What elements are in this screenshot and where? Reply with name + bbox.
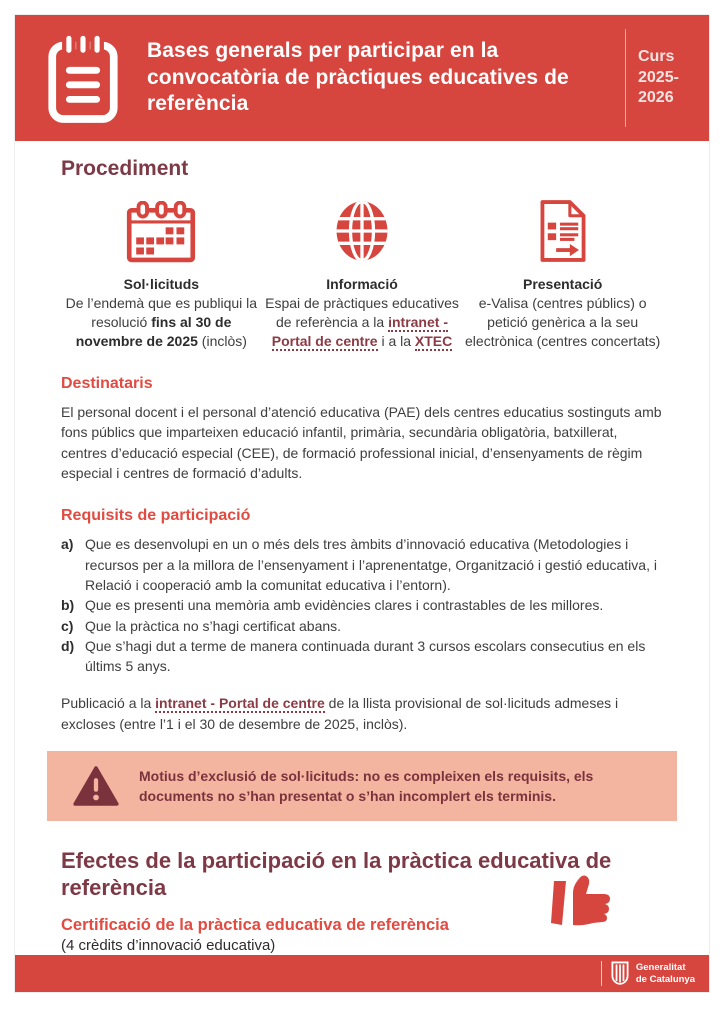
certificacio-detail: (4 crèdits d’innovació educativa) (61, 936, 276, 954)
column-sollicituds (61, 199, 262, 351)
deadline-text: fins al 30 de novembre de 2025 (75, 314, 232, 350)
xtec-link[interactable]: XTEC (414, 333, 453, 350)
procediment-columns (61, 199, 663, 351)
logo-separator (601, 961, 602, 986)
sollicituds-caption: Sol·licituds De l’endemà que es publiqui la resolució fins al 30 de novembre de 2025 (inclòs) (61, 275, 262, 351)
efectes-heading: Efectes de la participació en la pràctica educativa de referència (61, 847, 612, 901)
main-content (15, 141, 709, 954)
destinataris-text: El personal docent i el personal d’atenció educativa (PAE) dels centres educatius sostinguts amb fons públics que imparteixen educació infantil, primària, secundària obligatòria, batxillerat, centres d’educació especial (CEE), de formació professional inicial, d’ensenyaments de règim especial i centres de formació d’adults. (61, 404, 662, 482)
thumbs-up-icon (549, 867, 615, 929)
presentacio-caption: Presentació e-Valisa (centres públics) o petició genèrica a la seu electrònica (centres concertats) (462, 275, 663, 351)
gencat-logo-text: Generalitat de Catalunya (635, 962, 695, 985)
destinataris-heading: Destinataris (61, 375, 153, 393)
calendar-icon (125, 199, 197, 263)
certificacio-heading: Certificació de la pràctica educativa de referència (61, 915, 449, 934)
destinataris-section (61, 375, 663, 483)
presentacio-title: Presentació (522, 276, 603, 292)
globe-icon (332, 199, 392, 263)
column-informacio (262, 199, 463, 351)
document-arrow-icon (537, 199, 589, 263)
senyera-shield-icon (611, 961, 629, 986)
gencat-logo (601, 961, 695, 986)
notepad-icon (39, 30, 127, 126)
column-presentacio (462, 199, 663, 351)
procediment-heading: Procediment (61, 157, 189, 180)
requisit-item-a: a) Que es desenvolupi en un o més dels tres àmbits d’innovació educativa (Metodologies i recursos per a la millora de l’ensenyament i l’aprenentatge, Organització i gestió educativa, i Relació i cooperació amb la comunitat educativa i l’entorn). (61, 536, 657, 593)
intranet-portal-link-2[interactable]: intranet - Portal de centre (155, 695, 325, 712)
warning-text: Motius d’exclusió de sol·licituds: no es compleixen els requisits, els documents no s’han presentat o s’han incomplert els terminis. (139, 767, 594, 804)
exclusion-warning-box (47, 751, 677, 821)
requisit-item-d: d) Que s’hagi dut a terme de manera continuada durant 3 cursos escolars consecutius en els últims 5 anys. (61, 637, 646, 675)
requisits-list (61, 534, 663, 676)
course-label: Curs 2025-2026 (638, 47, 679, 107)
warning-triangle-icon (73, 765, 119, 807)
infographic-page (14, 14, 710, 993)
page-title: Bases generals per participar en la convocatòria de pràctiques educatives de referència (147, 39, 569, 116)
sollicituds-title: Sol·licituds (123, 276, 200, 292)
requisits-section (61, 507, 663, 676)
header (15, 15, 709, 141)
publicacio-text: Publicació a la intranet - Portal de centre de la llista provisional de sol·licituds admeses i excloses (entre l’1 i el 30 de desembre de 2025, inclòs). (61, 695, 619, 732)
course-badge (625, 29, 709, 127)
requisit-item-b: b) Que es presenti una memòria amb evidències clares i contrastables de les millores. (61, 597, 604, 614)
requisits-heading: Requisits de participació (61, 507, 251, 525)
requisit-item-c: c) Que la pràctica no s’hagi certificat abans. (61, 617, 342, 634)
informacio-caption: Informació Espai de pràctiques educatives de referència a la intranet - Portal de centre i a la XTEC (262, 275, 463, 351)
intranet-portal-link[interactable]: intranet - Portal de centre (271, 314, 448, 350)
informacio-title: Informació (326, 276, 398, 292)
footer (15, 955, 709, 992)
